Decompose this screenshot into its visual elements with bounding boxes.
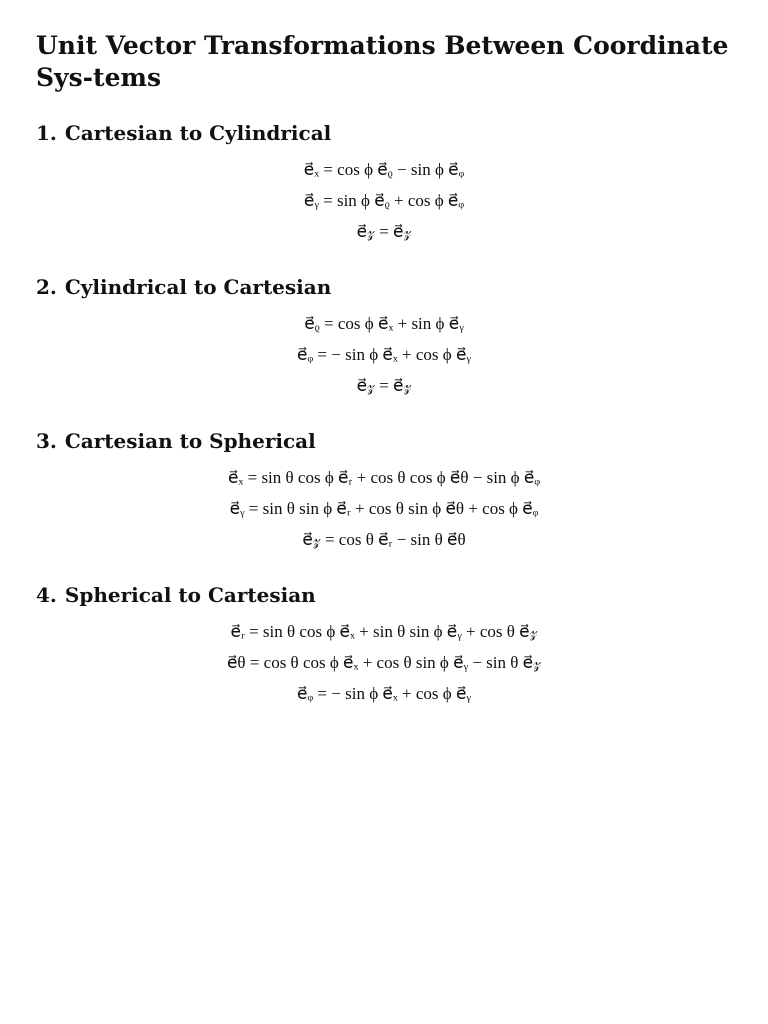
section-heading — [36, 428, 736, 454]
section-number: 3. — [36, 429, 57, 453]
equation: e⃗ₓ = sin θ cos ϕ e⃗ᵣ + cos θ cos ϕ e⃗θ − sin ϕ e⃗ᵩ — [227, 468, 541, 487]
section-heading-text: Cartesian to Spherical — [64, 429, 316, 453]
equation: e⃗𝓏 = e⃗𝓏 — [356, 222, 412, 241]
section-heading — [36, 582, 736, 608]
document-title — [36, 30, 736, 94]
equation: e⃗θ = cos θ cos ϕ e⃗ₓ + cos θ sin ϕ e⃗ᵧ − sin θ e⃗𝓏 — [226, 653, 542, 672]
section-number: 2. — [36, 275, 57, 299]
equation: e⃗ₓ = cos ϕ e⃗ᵨ − sin ϕ e⃗ᵩ — [303, 160, 465, 179]
equation: e⃗ᵧ = sin θ sin ϕ e⃗ᵣ + cos θ sin ϕ e⃗θ + cos ϕ e⃗ᵩ — [229, 499, 539, 518]
equation: e⃗ᵧ = sin ϕ e⃗ᵨ + cos ϕ e⃗ᵩ — [303, 191, 465, 210]
equation: e⃗𝓏 = e⃗𝓏 — [356, 376, 412, 395]
section-cartesian-to-spherical — [36, 428, 736, 555]
section-number: 1. — [36, 121, 57, 145]
equation-list — [36, 616, 732, 709]
section-cartesian-to-cylindrical — [36, 120, 736, 247]
equation: e⃗ᵩ = − sin ϕ e⃗ₓ + cos ϕ e⃗ᵧ — [297, 345, 471, 364]
equation-list — [36, 154, 732, 247]
section-heading-text: Cartesian to Cylindrical — [64, 121, 332, 145]
equation: e⃗ᵩ = − sin ϕ e⃗ₓ + cos ϕ e⃗ᵧ — [297, 684, 471, 703]
equation-list — [36, 462, 732, 555]
document-title-text: Unit Vector Transformations Between Coordinate Sys-tems — [36, 31, 729, 92]
document-page — [36, 30, 736, 736]
section-heading — [36, 120, 736, 146]
equation-list — [36, 308, 732, 401]
equation: e⃗𝓏 = cos θ e⃗ᵣ − sin θ e⃗θ — [302, 530, 466, 549]
section-spherical-to-cartesian — [36, 582, 736, 709]
section-heading-text: Spherical to Cartesian — [64, 583, 316, 607]
section-heading-text: Cylindrical to Cartesian — [64, 275, 332, 299]
section-heading — [36, 274, 736, 300]
equation: e⃗ᵨ = cos ϕ e⃗ₓ + sin ϕ e⃗ᵧ — [304, 314, 464, 333]
section-number: 4. — [36, 583, 57, 607]
equation: e⃗ᵣ = sin θ cos ϕ e⃗ₓ + sin θ sin ϕ e⃗ᵧ + cos θ e⃗𝓏 — [230, 622, 538, 641]
section-cylindrical-to-cartesian — [36, 274, 736, 401]
